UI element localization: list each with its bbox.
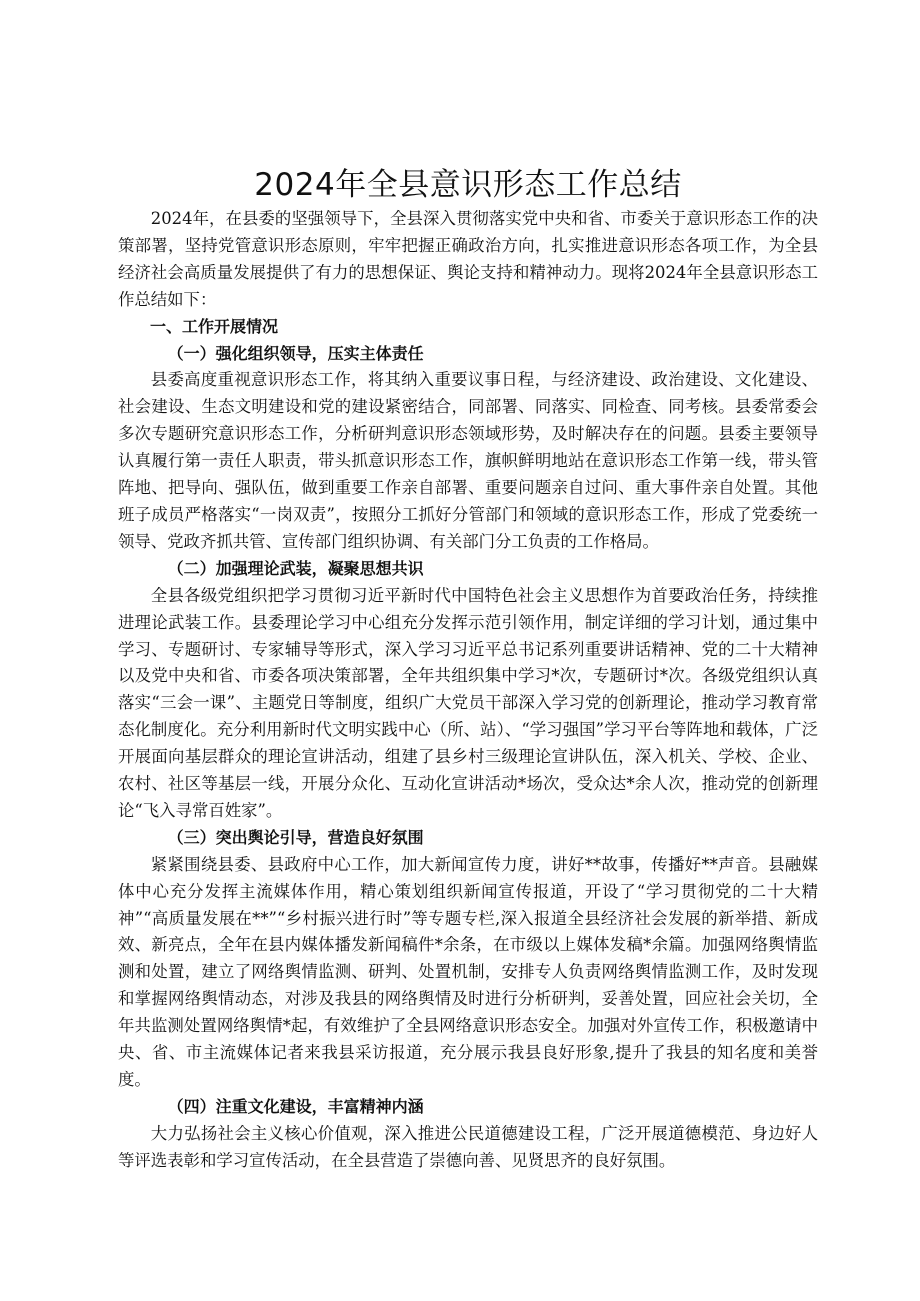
subsection-body-theory: 全县各级党组织把学习贯彻习近平新时代中国特色社会主义思想作为首要政治任务，持续推进理论武装工作。县委理论学习中心组充分发挥示范引领作用，制定详细的学习计划，通过集中学习、专题研讨、专家辅导等形式，深入学习习近平总书记系列重要讲话精神、党的二十大精神以及党中央和省、市委各项决策部署，全年共组织集中学习*次，专题研讨*次。各级党组织认真落实“三会一课”、主题党日等制度，组织广大党员干部深入学习党的创新理论，推动学习教育常态化制度化。充分利用新时代文明实践中心（所、站）、“学习强国”学习平台等阵地和载体，广泛开展面向基层群众的理论宣讲活动，组建了县乡村三级理论宣讲队伍，深入机关、学校、企业、农村、社区等基层一线，开展分众化、互动化宣讲活动*场次，受众达*余人次，推动党的创新理论“飞入寻常百姓家”。 (118, 585, 818, 820)
intro-paragraph: 2024年，在县委的坚强领导下，全县深入贯彻落实党中央和省、市委关于意识形态工作的决策部署，坚持党管意识形态原则，牢牢把握正确政治方向，扎实推进意识形态各项工作，为全县经济社会高质量发展提供了有力的思想保证、舆论支持和精神动力。现将2024年全县意识形态工作总结如下： (118, 209, 818, 309)
subsection-heading-theory: （二）加强理论武装，凝聚思想共识 (167, 558, 424, 578)
subsection-heading-organization: （一）强化组织领导，压实主体责任 (167, 343, 424, 363)
subsection-body-public-opinion: 紧紧围绕县委、县政府中心工作，加大新闻宣传力度，讲好**故事，传播好**声音。县融媒体中心充分发挥主流媒体作用，精心策划组织新闻宣传报道，开设了“学习贯彻党的二十大精神”“高质量发展在**”“乡村振兴进行时”等专题专栏,深入报道全县经济社会发展的新举措、新成效、新亮点，全年在县内媒体播发新闻稿件*余条，在市级以上媒体发稿*余篇。加强网络舆情监测和处置，建立了网络舆情监测、研判、处置机制，安排专人负责网络舆情监测工作，及时发现和掌握网络舆情动态，对涉及我县的网络舆情及时进行分析研判，妥善处置，回应社会关切，全年共监测处置网络舆情*起，有效维护了全县网络意识形态安全。加强对外宣传工作，积极邀请中央、省、市主流媒体记者来我县采访报道，充分展示我县良好形象,提升了我县的知名度和美誉度。 (118, 854, 818, 1089)
subsection-body-organization: 县委高度重视意识形态工作，将其纳入重要议事日程，与经济建设、政治建设、文化建设、社会建设、生态文明建设和党的建设紧密结合，同部署、同落实、同检查、同考核。县委常委会多次专题研究意识形态工作，分析研判意识形态领域形势，及时解决存在的问题。县委主要领导认真履行第一责任人职责，带头抓意识形态工作，旗帜鲜明地站在意识形态工作第一线，带头管阵地、把导向、强队伍，做到重要工作亲自部署、重要问题亲自过问、重大事件亲自处置。其他班子成员严格落实“一岗双责”，按照分工抓好分管部门和领域的意识形态工作，形成了党委统一领导、党政齐抓共管、宣传部门组织协调、有关部门分工负责的工作格局。 (118, 370, 818, 551)
subsection-body-culture: 大力弘扬社会主义核心价值观，深入推进公民道德建设工程，广泛开展道德模范、身边好人等评选表彰和学习宣传活动，在全县营造了崇德向善、见贤思齐的良好氛围。 (118, 1123, 818, 1170)
subsection-heading-public-opinion: （三）突出舆论引导，营造良好氛围 (167, 827, 424, 847)
subsection-heading-culture: （四）注重文化建设，丰富精神内涵 (167, 1096, 424, 1116)
document-body (118, 166, 818, 1175)
section-heading-work-status: 一、工作开展情况 (150, 316, 279, 336)
document-title: 2024年全县意识形态工作总结 (254, 167, 682, 203)
